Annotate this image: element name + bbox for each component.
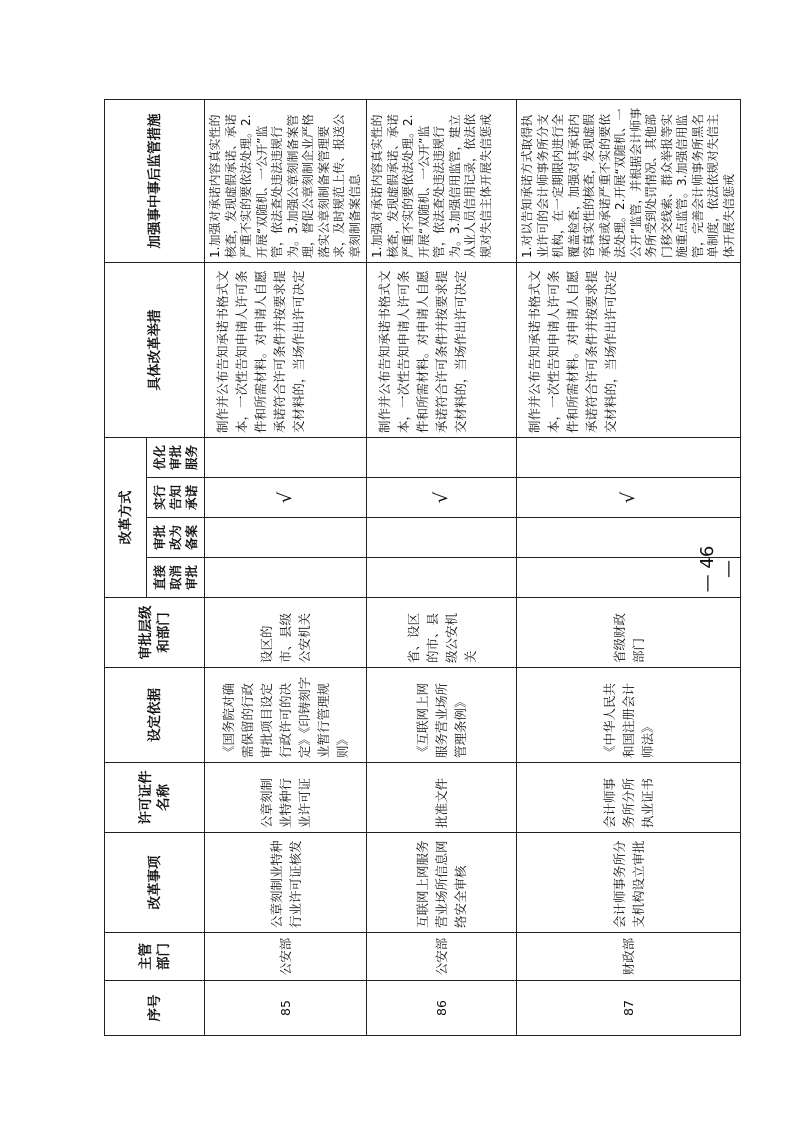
table-row — [367, 100, 517, 1036]
header-reform-optimize: 优化审批服务 — [147, 438, 205, 478]
header-level: 审批层级和部门 — [105, 598, 205, 668]
header-measure: 加强事中事后监管措施 — [105, 100, 205, 263]
row-level: 省级财政部门 — [517, 598, 741, 668]
header-license: 许可证件名称 — [105, 763, 205, 833]
check-mark: √ — [517, 478, 741, 518]
row-dept: 公安部 — [367, 933, 517, 981]
row-item: 会计师事务所分支机构设立审批 — [517, 833, 741, 933]
row-basis: 《中华人民共和国注册会计师法》 — [517, 668, 741, 763]
row-measure: 1.对以告知承诺方式取得执业许可的会计师事务所分支机构，在一定期限内进行全覆盖检查，加强对其承诺内容真实性的核查，发现虚假承诺或承诺严重不实的要依法处理。2.开展“双随机、一公开”监管，并根据会计师事务所受到处罚情况、其他部门移交线索、群众举报等实施重点监管。3.加强信用监管，完善会计师事务所黑名单制度，依法依规对失信主体开展失信惩戒 — [517, 100, 741, 263]
row-license: 批准文件 — [367, 763, 517, 833]
header-reform: 改革方式 — [105, 438, 147, 598]
row-level: 省、设区的市、县级公安机关 — [367, 598, 517, 668]
row-reform-optimize — [205, 438, 367, 478]
row-dept: 财政部 — [517, 933, 741, 981]
row-basis: 《国务院对确需保留的行政审批项目设定行政许可的决定》《印铸刻字业暂行管理规则》 — [205, 668, 367, 763]
check-mark: √ — [367, 478, 517, 518]
row-seq: 87 — [517, 981, 741, 1036]
row-reform-filing — [205, 518, 367, 558]
row-detail: 制作并公布告知承诺书格式文本，一次性告知申请人许可条件和所需材料。对申请人自愿承诺符合许可条件并按要求提交材料的，当场作出许可决定 — [205, 263, 367, 438]
row-basis: 《互联网上网服务营业场所管理条例》 — [367, 668, 517, 763]
row-measure: 1.加强对承诺内容真实性的核查，发现虚假承诺、承诺严重不实的要依法处理。2.开展“双随机、一公开”监管，依法查处违法违规行为。3.加强公章刻制备案管理，督促公章刻制企业严格落实公章刻制备案管理要求，及时规范上传、报送公章刻制备案信息 — [205, 100, 367, 263]
row-reform-cancel — [205, 558, 367, 598]
reform-table — [104, 99, 741, 1036]
row-dept: 公安部 — [205, 933, 367, 981]
row-reform-optimize — [367, 438, 517, 478]
row-detail: 制作并公布告知承诺书格式文本，一次性告知申请人许可条件和所需材料。对申请人自愿承诺符合许可条件并按要求提交材料的，当场作出许可决定 — [517, 263, 741, 438]
row-level: 设区的市、县级公安机关 — [205, 598, 367, 668]
header-seq: 序号 — [105, 981, 205, 1036]
row-license: 会计师事务所分所执业证书 — [517, 763, 741, 833]
header-detail: 具体改革举措 — [105, 263, 205, 438]
row-reform-cancel — [367, 558, 517, 598]
header-basis: 设定依据 — [105, 668, 205, 763]
row-seq: 86 — [367, 981, 517, 1036]
row-reform-optimize — [517, 438, 741, 478]
row-item: 公章刻制业特种行业许可证核发 — [205, 833, 367, 933]
header-reform-filing: 审批改为备案 — [147, 518, 205, 558]
row-license: 公章刻制业特种行业许可证 — [205, 763, 367, 833]
row-seq: 85 — [205, 981, 367, 1036]
row-detail: 制作并公布告知承诺书格式文本，一次性告知申请人许可条件和所需材料。对申请人自愿承诺符合许可条件并按要求提交材料的，当场作出许可决定 — [367, 263, 517, 438]
table-row — [205, 100, 367, 1036]
row-item: 互联网上网服务营业场所信息网络安全审核 — [367, 833, 517, 933]
check-mark: √ — [205, 478, 367, 518]
row-reform-filing — [367, 518, 517, 558]
header-item: 改革事项 — [105, 833, 205, 933]
header-reform-notify: 实行告知承诺 — [147, 478, 205, 518]
header-reform-cancel: 直接取消审批 — [147, 558, 205, 598]
header-dept: 主管部门 — [105, 933, 205, 981]
page-number: — 46 — — [697, 545, 739, 593]
row-measure: 1.加强对承诺内容真实性的核查，发现虚假承诺、承诺严重不实的要依法处理。2.开展“双随机、一公开”监管，依法查处违法违规行为。3.加强信用监管，建立从业人员信用记录，依法依规对失信主体开展失信惩戒 — [367, 100, 517, 263]
